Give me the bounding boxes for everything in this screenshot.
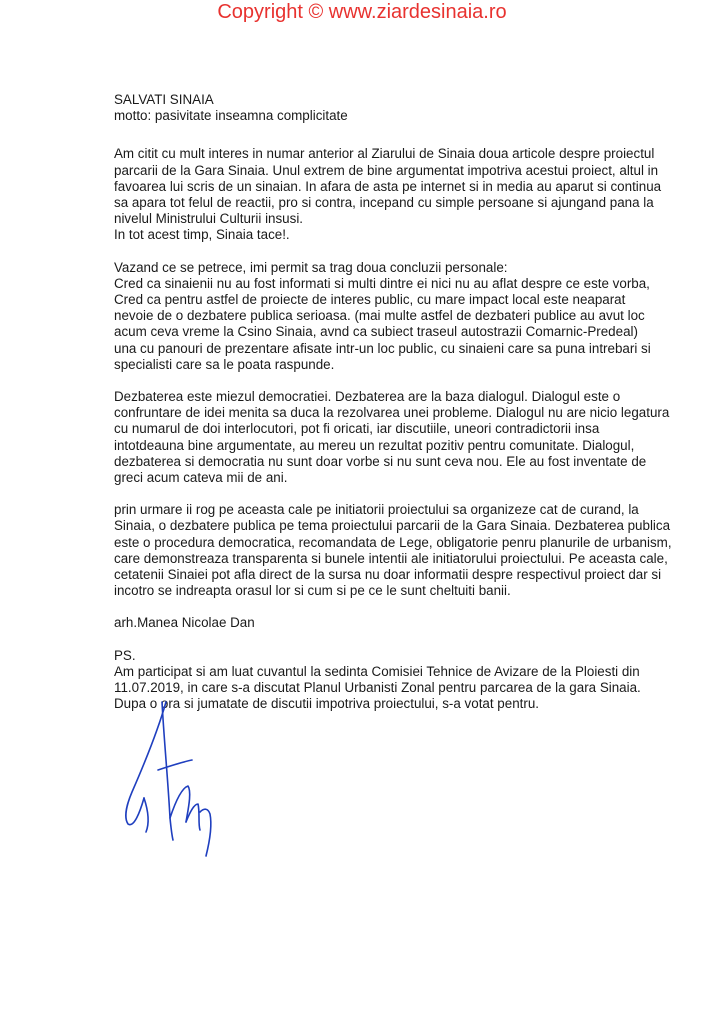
handwritten-signature (118, 700, 228, 860)
letter-motto: motto: pasivitate inseamna complicitate (114, 108, 348, 124)
ps-text: Am participat si am luat cuvantul la sedinta Comisiei Tehnice de Avizare de la Ploiesti din 11.07.2019, in care s-a discutat Planul Urbanisti Zonal pentru parcarea de la gara Sinaia. Dupa o ora si jumatate de discutii impotriva proiectului, s-a votat pentru. (114, 663, 641, 712)
paragraph-3: Dezbaterea este miezul democratiei. Dezbaterea are la baza dialogul. Dialogul este o confruntare de idei menita sa duca la rezolvarea unei probleme. Dialogul nu are nicio legatura cu numarul de doi interlocutori, pot fi oricati, iar discutiile, uneori contradictorii insa intotdeauna bine argumentate, au mereu un rezultat pozitiv pentru comunitate. Dialogul, dezbaterea si democratia nu sunt doar vorbe si nu sunt ceva nou. Ele au fost inventate de greci acum cateva mii de ani. (114, 389, 670, 486)
ps-label: PS. (114, 647, 136, 663)
paragraph-1: Am citit cu mult interes in numar anterior al Ziarului de Sinaia doua articole despre proiectul parcarii de la Gara Sinaia. Unul extrem de bine argumentat impotriva acestui proiect, altul in favoarea lui scris de un sinaian. In afara de asta pe internet si in media au aparut si continua sa apara tot felul de reactii, pro si contra, incepand cu simple persoane si ajungand pana la nivelul Ministrului Culturii insusi. In tot acest timp, Sinaia tace!. (114, 146, 662, 243)
paragraph-4: prin urmare ii rog pe aceasta cale pe initiatorii proiectului sa organizeze cat de curand, la Sinaia, o dezbatere publica pe tema proiectului parcarii de la Gara Sinaia. Dezbaterea publica este o procedura democratica, recomandata de Lege, obligatorie penru planurile de urbanism, care demonstreaza transparenta si bunele intentii ale initiatorului proiectului. Pe aceasta cale, cetatenii Sinaiei pot afla direct de la sursa nu doar informatii despre respectivul proiect dar si incotro se indreapta orasul lor si cum si pe ce le sunt cheltuiti banii. (114, 502, 672, 599)
letter-title: SALVATI SINAIA (114, 92, 214, 107)
paragraph-2: Vazand ce se petrece, imi permit sa trag doua concluzii personale: Cred ca sinaienii nu au fost informati si multi dintre ei nici nu au aflat despre ce este vorba, Cred ca pentru astfel de proiecte de interes public, cu mare impact local este neaparat nevoie de o dezbatere publica serioasa. (mai multe astfel de dezbateri publice au avut loc acum ceva vreme la Csino Sinaia, avnd ca subiect traseul autostrazii Comarnic-Predeal) una cu panouri de prezentare afisate intr-un loc public, cu sinaieni care sa puna intrebari si specialisti care sa le poata raspunde. (114, 259, 651, 372)
letter-body (114, 92, 684, 713)
author-name: arh.Manea Nicolae Dan (114, 615, 255, 631)
copyright-watermark: Copyright © www.ziardesinaia.ro (217, 1, 507, 23)
